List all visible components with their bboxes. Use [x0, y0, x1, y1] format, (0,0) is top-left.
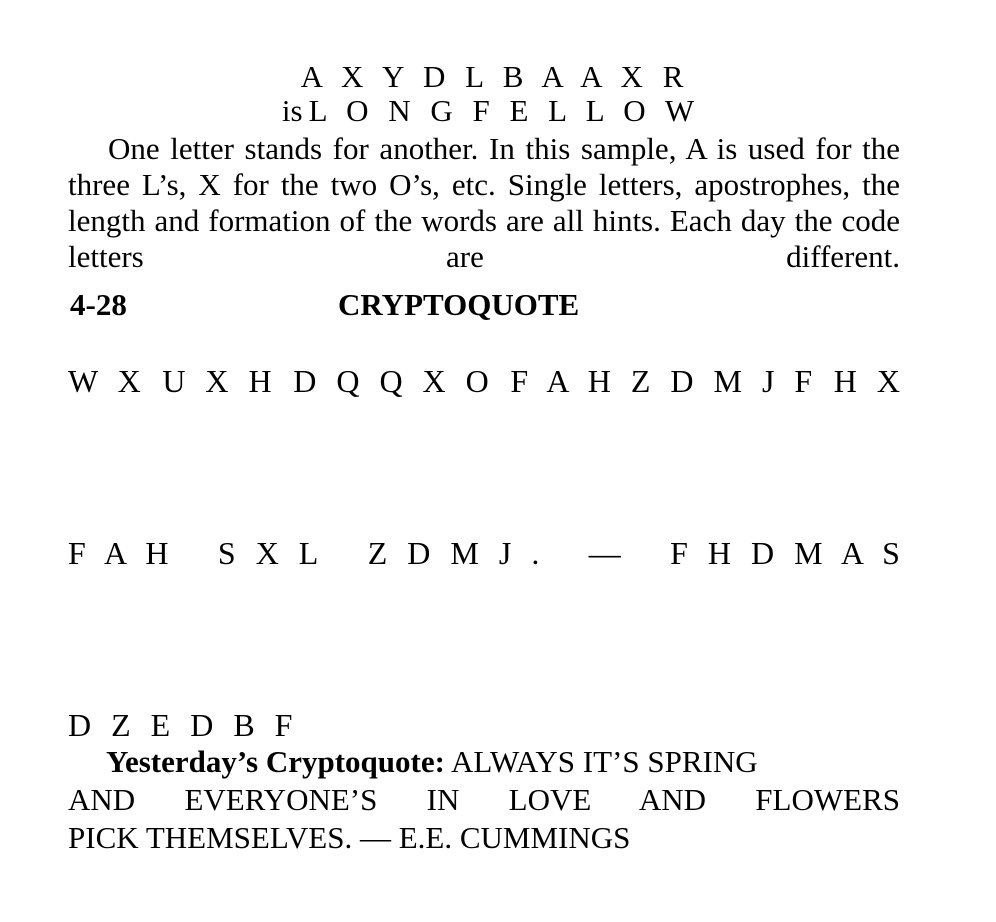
puzzle-header: [68, 285, 900, 325]
cipher-word: Z D M J .: [367, 535, 546, 571]
yesterday-text-3: PICK THEMSELVES. — E.E. CUMMINGS: [68, 820, 631, 855]
example-is-word: is: [281, 93, 303, 128]
puzzle-title: CRYPTOQUOTE: [338, 287, 580, 322]
cipher-line-1: [68, 363, 906, 399]
cipher-dash: —: [588, 535, 627, 571]
cipher-word: F A H: [68, 535, 175, 571]
cryptoquote-puzzle: [68, 59, 906, 857]
cipher-word: H X: [833, 363, 906, 399]
cipher-line-2: [68, 535, 906, 571]
yesterday-text-2: AND EVERYONE’S IN LOVE AND FLOWERS: [68, 782, 900, 817]
cipher-word: D Q Q X O: [293, 363, 495, 399]
cipher-word: W X: [68, 363, 147, 399]
example-answer-word: L O N G F E L L O W: [308, 93, 701, 128]
cipher-line-3: D Z E D B F: [68, 707, 299, 743]
example-code: A X Y D L B A A X R: [300, 59, 690, 94]
cipher-word: F H D M A S: [670, 535, 906, 571]
cipher-word: S X L: [217, 535, 325, 571]
cipher-word: U X H: [162, 363, 278, 399]
yesterday-text-1: ALWAYS IT’S SPRING: [444, 744, 758, 779]
puzzle-date: 4-28: [70, 287, 127, 322]
yesterday-answer: [68, 743, 900, 857]
example-answer: [82, 94, 900, 128]
instructions-paragraph: One letter stands for another. In this sample, A is used for the three L’s, X for the two O’s, etc. Single letters, apostrophes, the length and formation of the words are all hints. Each day the code letters are different.: [68, 131, 900, 274]
cipher-word: F A H Z D M J F: [510, 363, 819, 399]
yesterday-label: Yesterday’s Cryptoquote:: [106, 744, 445, 779]
